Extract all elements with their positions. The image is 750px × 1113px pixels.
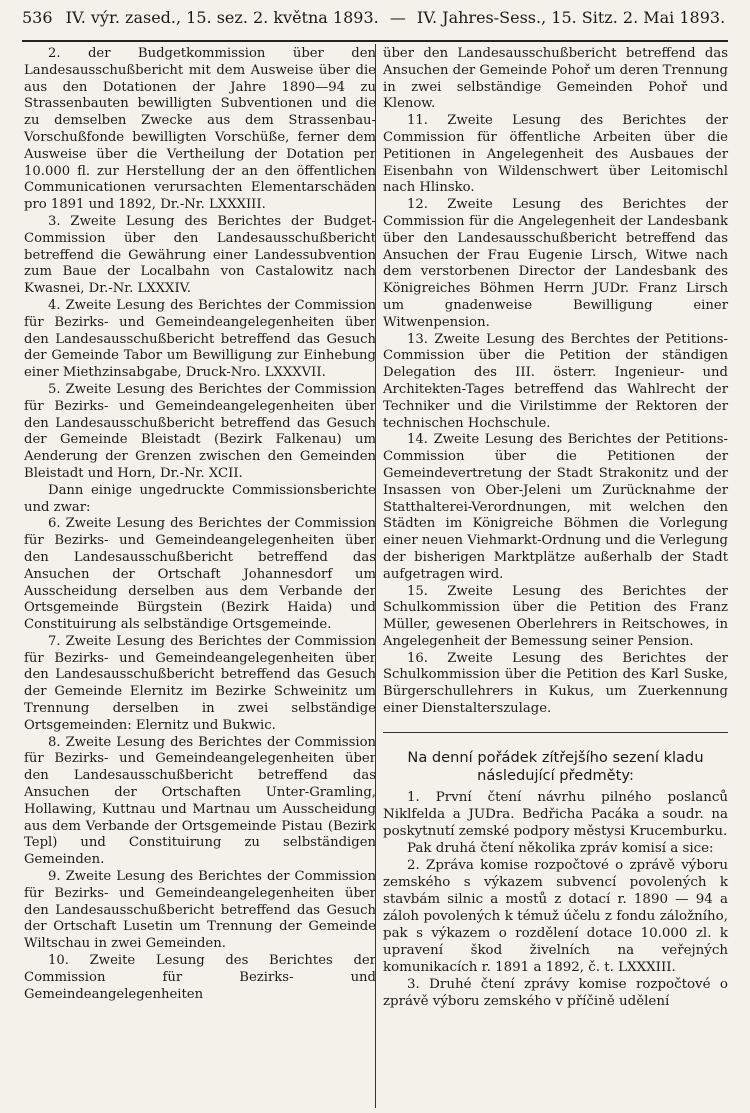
agenda-item-15: 15. Zweite Lesung des Berichtes der Schulkommission über die Petition des Franz Müller, gewesenen Oberlehrers in Reitschowes, in Angelegenheit der Bemessung seiner Pension.: [383, 583, 728, 649]
czech-agenda-heading: Na denní pořádek zítřejšího sezení kladu následující předměty:: [407, 748, 704, 784]
unprinted-reports-intro: Dann einige ungedruckte Commissionsberichte und zwar:: [24, 482, 376, 515]
page-header: [22, 8, 728, 38]
agenda-item-10: 10. Zweite Lesung des Berichtes der Commission für Bezirks- und Gemeindeangelegenheiten: [24, 953, 376, 1002]
czech-item-2: 2. Zpráva komise rozpočtové o zprávě výboru zemského s výkazem subvencí povolených k stavbám silnic a mostů z dotací r. 1890 — 94 a záloh povolených k témuž účelu z fondu záložního, pak s výkazem o rozdělení dotace 10.000 zl. k upravení škod živelních na veřejných komunikacích r. 1891 a 1892, č. t. LXXXIII.: [383, 857, 728, 975]
agenda-item-7: 7. Zweite Lesung des Berichtes der Commission für Bezirks- und Gemeindeangelegenheiten über den Landesausschußbericht betreffend das Gesuch der Gemeinde Elernitz im Bezirke Schweinitz um Trennung derselben in zwei selbständige Ortsgemeinden: Elernitz und Bukwic.: [24, 633, 376, 733]
agenda-item-3: 3. Zweite Lesung des Berichtes der Budget-Commission über den Landesausschußbericht betreffend die Gewährung einer Landessubvention zum Baue der Localbahn von Castalowitz nach Kwasnei, Dr.-Nr. LXXXIV.: [24, 213, 376, 297]
page-number: 536: [22, 8, 53, 27]
agenda-item-16: 16. Zweite Lesung des Berichtes der Schulkommission über die Petition des Karl Suske, Bürgerschullehrers in Kukus, um Zuerkennung einer Dienstalterszulage.: [383, 650, 728, 717]
agenda-item-9: 9. Zweite Lesung des Berichtes der Commission für Bezirks- und Gemeindeangelegenheiten über den Landesausschußbericht betreffend das Gesuch der Ortschaft Lusetin um Trennung der Gemeinde Wiltschau in zwei Gemeinden.: [24, 869, 376, 952]
right-column: [383, 46, 728, 1010]
czech-intro: Pak druhá čtení několika zpráv komisí a sice:: [407, 840, 714, 856]
german-session-label: IV. Jahres-Sess., 15. Sitz. 2. Mai 1893.: [416, 8, 726, 27]
header-separator: —: [389, 8, 406, 27]
czech-item-1: 1. První čtení návrhu pilného poslanců Niklfelda a JUDra. Bedřicha Pacáka a soudr. na poskytnutí zemské podpory městysi Krucemburku.: [383, 789, 728, 839]
agenda-item-5: 5. Zweite Lesung des Berichtes der Commission für Bezirks- und Gemeindeangelegenheiten über den Landesausschußbericht betreffend das Gesuch der Gemeinde Bleistadt (Bezirk Falkenau) um Aenderung der Grenzen zwischen den Gemeinden Bleistadt und Horn, Dr.-Nr. XCII.: [24, 381, 376, 481]
agenda-item-8: 8. Zweite Lesung des Berichtes der Commission für Bezirks- und Gemeindeangelegenheiten über den Landesausschußbericht betreffend das Ansuchen der Ortschaften Unter-Gramling, Hollawing, Kuttnau und Martnau um Ausscheidung aus dem Verbande der Ortsgemeinde Pistau (Bezirk Tepl) und Constituirung zu selbständigen Gemeinden.: [24, 734, 376, 868]
czech-session-label: IV. výr. zased., 15. sez. 2. května 1893.: [65, 8, 379, 27]
section-divider: [383, 732, 728, 733]
agenda-item-6: 6. Zweite Lesung des Berichtes der Commission für Bezirks- und Gemeindeangelegenheiten über den Landesausschußbericht betreffend das Ansuchen der Ortschaft Johannesdorf um Ausscheidung derselben aus dem Verbande der Ortsgemeinde Bürgstein (Bezirk Haida) und Constituirung als selbständige Ortsgemeinde.: [24, 516, 376, 633]
left-column: [24, 46, 376, 1003]
agenda-item-11: 11. Zweite Lesung des Berichtes der Commission für öffentliche Arbeiten über die Petitionen in Angelegenheit des Ausbaues der Eisenbahn von Wildenschwert über Leitomischl nach Hlinsko.: [383, 113, 728, 196]
agenda-item-14: 14. Zweite Lesung des Berichtes der Petitions-Commission über die Petitionen der Gemeindevertretung der Stadt Strakonitz und der Insassen von Ober-Jeleni um Zurücknahme der Statthalterei-Verordnungen, mit welchen den Städten im Königreiche Böhmen die Vorlegung einer neuen Viehmarkt-Ordnung und die Verlegung der bisherigen Marktplätze außerhalb der Stadt aufgetragen wird.: [383, 432, 728, 582]
agenda-item-10-continued: über den Landesausschußbericht betreffend das Ansuchen der Gemeinde Pohoř um deren Trennung in zwei selbständige Gemeinden Pohoř und Klenow.: [383, 46, 728, 112]
agenda-item-4: 4. Zweite Lesung des Berichtes der Commission für Bezirks- und Gemeindeangelegenheiten über den Landesausschußbericht betreffend das Gesuch der Gemeinde Tabor um Bewilligung zur Einhebung einer Miethzinsabgabe, Druck-Nro. LXXXVII.: [24, 297, 376, 381]
header-rule: [22, 40, 728, 42]
agenda-item-13: 13. Zweite Lesung des Berchtes der Petitions-Commission über die Petition der ständigen Delegation des III. österr. Ingenieur- und Architekten-Tages betreffend das Wahlrecht der Techniker und die Virilstimme der Rektoren der technischen Hochschule.: [383, 331, 728, 431]
czech-item-3: 3. Druhé čtení zprávy komise rozpočtové o zprávě výboru zemského v příčině udělení: [383, 976, 728, 1009]
column-divider: [375, 44, 376, 1108]
agenda-item-2: 2. der Budgetkommission über den Landesausschußbericht mit dem Ausweise über die aus den Dotationen der Jahre 1890—94 zu Strassenbauten bewilligten Subventionen und die zu demselben Zwecke aus dem Strassenbau-Vorschußfonde bewilligten Vorschüße, ferner dem Ausweise über die Vertheilung der Dotation per 10.000 fl. zur Herstellung der an den öffentlichen Communicationen verursachten Elementarschäden pro 1891 und 1892, Dr.-Nr. LXXXIII.: [24, 46, 376, 213]
czech-agenda-body: [383, 789, 728, 1010]
agenda-item-12: 12. Zweite Lesung des Berichtes der Commission für die Angelegenheit der Landesbank über den Landesausschußbericht betreffend das Ansuchen der Frau Eugenie Lirsch, Witwe nach dem verstorbenen Director der Landesbank des Königreiches Böhmen Herrn JUDr. Franz Lirsch um gnadenweise Bewilligung einer Witwenpension.: [383, 197, 728, 330]
